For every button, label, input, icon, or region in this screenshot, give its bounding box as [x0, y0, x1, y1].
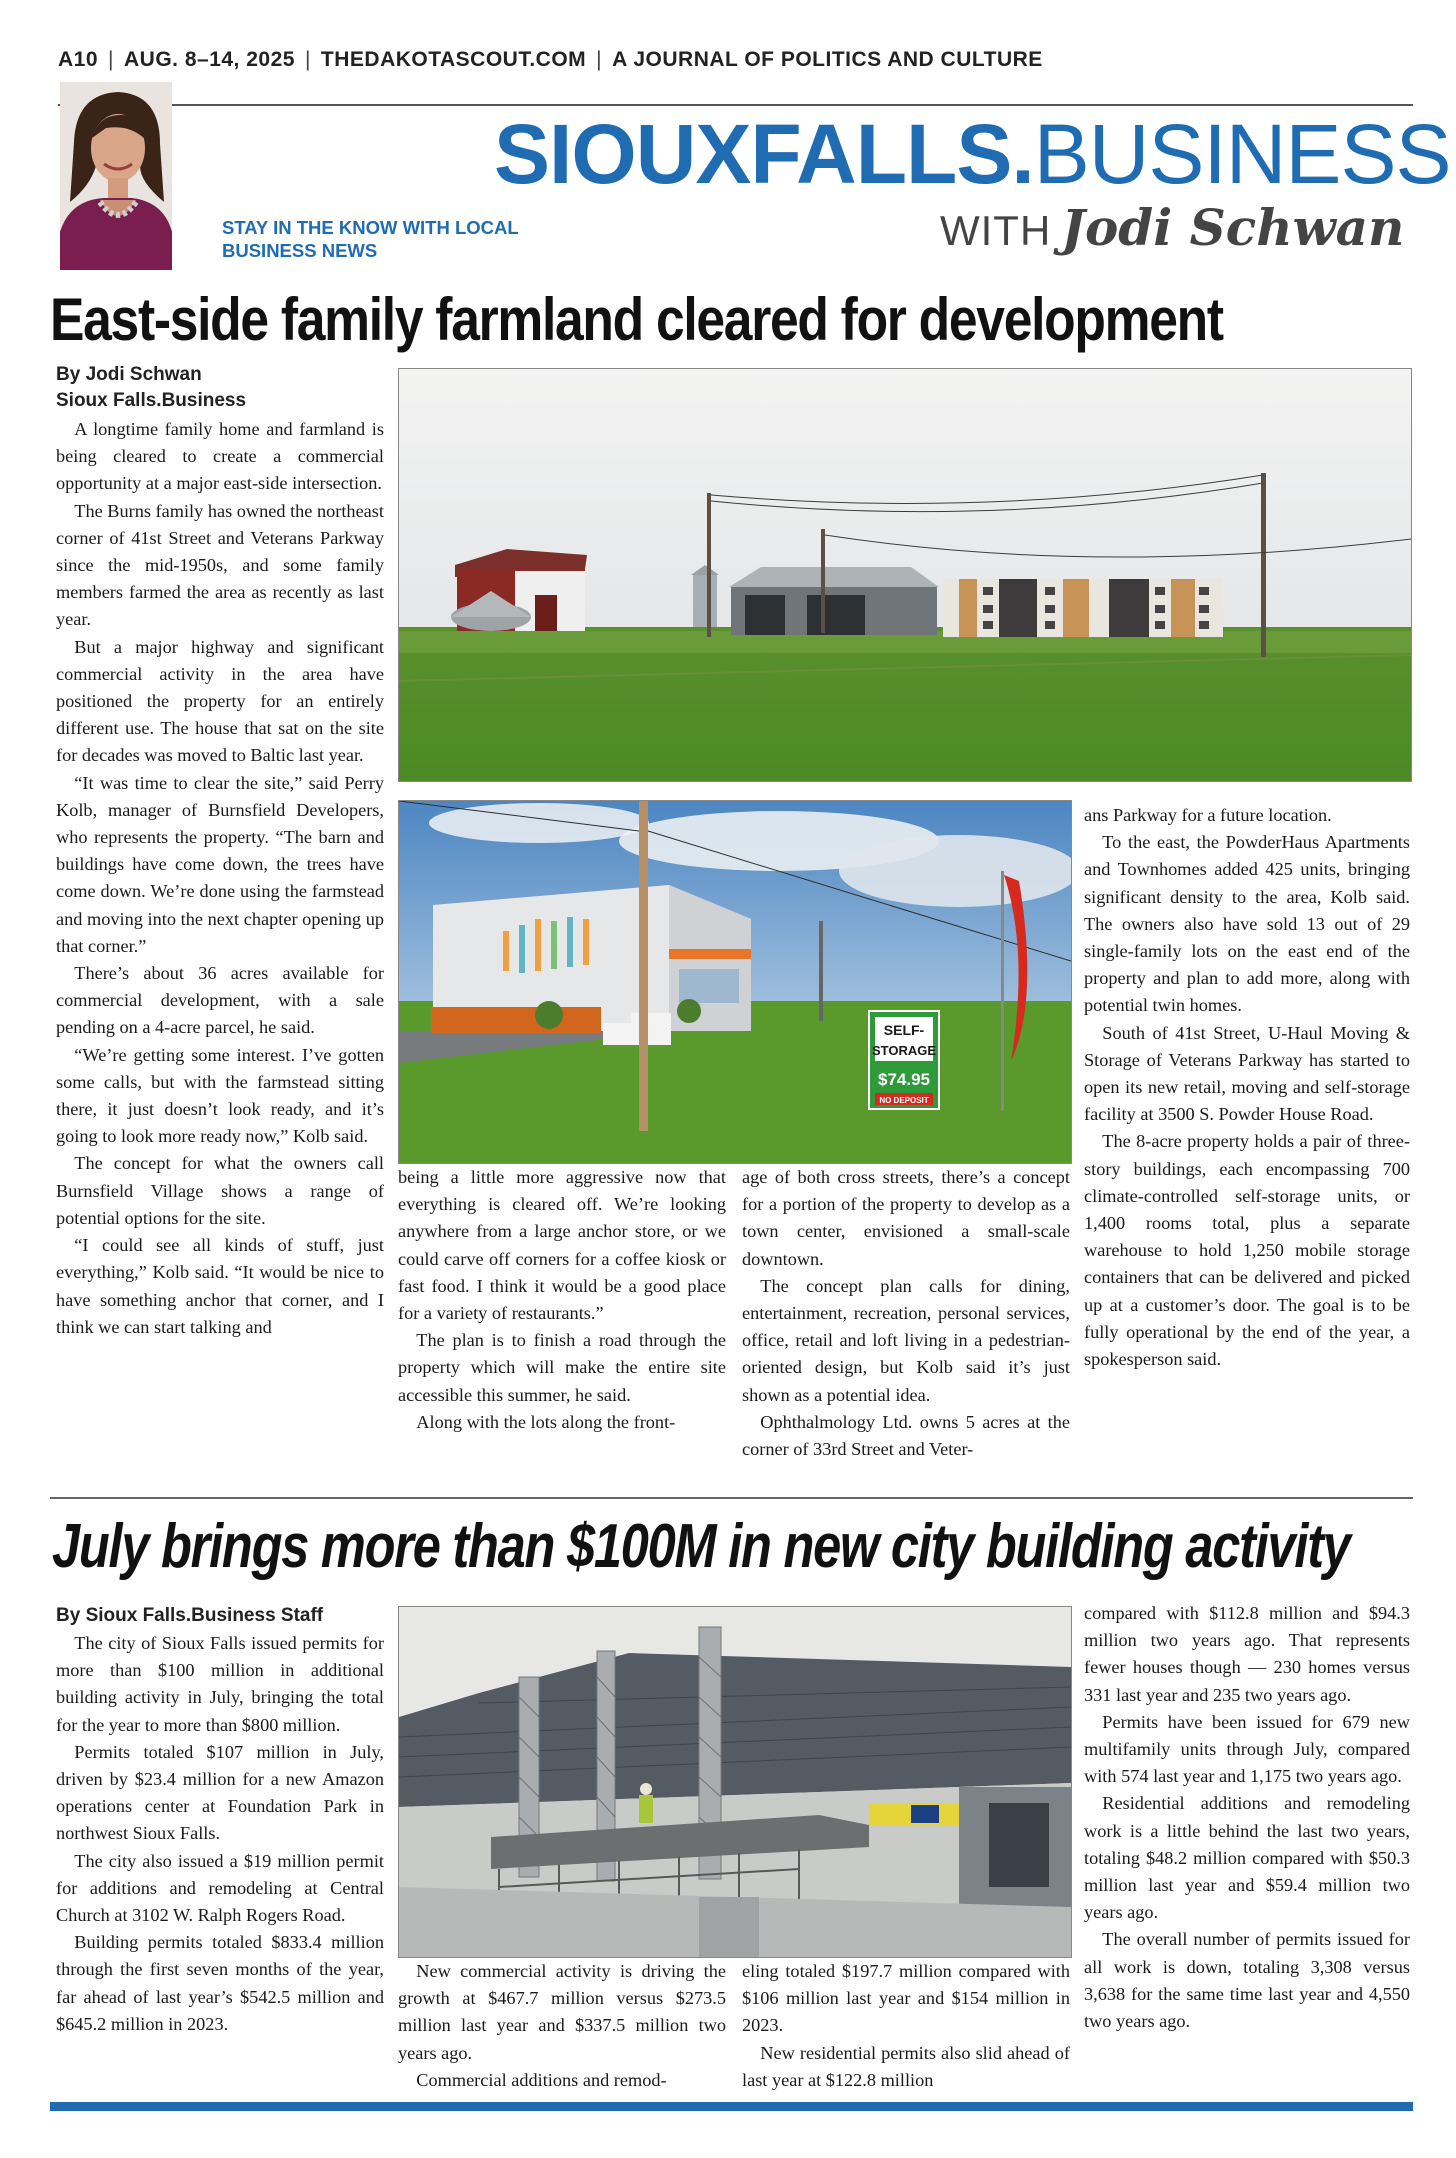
paragraph: Commercial additions and remod- [416, 2069, 667, 2090]
paragraph: But a major highway and significant commercial activity in the area have positioned the property for an entirely different use. The house that sat on the site for decades was moved to Baltic last year. [56, 636, 384, 766]
paragraph: Permits have been issued for 679 new multifamily units through July, compared with 574 last year and 1,175 two years ago. [1084, 1711, 1410, 1787]
paragraph: The 8-acre property holds a pair of three-story buildings, each encompassing 700 climate-controlled self-storage units, or 1,400 rooms total, plus a separate warehouse to hold 1,250 mobile storage containers that can be delivered and picked up at a customer’s door. The goal is to be fully operational by the end of the year, a spokesperson said. [1084, 1131, 1410, 1370]
site-link[interactable]: THEDAKOTASCOUT.COM [320, 48, 587, 71]
article2-column-1 [56, 1630, 384, 2038]
paragraph: The overall number of permits issued for all work is down, totaling 3,308 versus 3,638 for the same time last year and 4,550 two years ago. [1084, 1929, 1410, 2032]
header-rule [58, 104, 1413, 106]
sign-line2: STORAGE [871, 1043, 937, 1058]
paragraph: The city of Sioux Falls issued permits for more than $100 million in additional building activity in July, bringing the total for the year to more than $800 million. [56, 1633, 384, 1735]
paragraph: Building permits totaled $833.4 million through the first seven months of the year, far ahead of last year’s $542.5 million and $645.2 million in 2023. [56, 1932, 384, 2034]
self-storage-photo [398, 800, 1072, 1164]
article2-byline: By Sioux Falls.Business Staff [56, 1605, 324, 1626]
paragraph: Permits totaled $107 million in July, driven by $23.4 million for a new Amazon operations center at Foundation Park in northwest Sioux Falls. [56, 1741, 384, 1844]
article2-headline[interactable]: July brings more than $100M in new city building activity [52, 1512, 1350, 1581]
farmstead-photo [398, 368, 1412, 782]
paragraph: compared with $112.8 million and $94.3 million two years ago. That represents fewer houses though — 230 homes versus 331 last year and 235 two years ago. [1084, 1603, 1410, 1705]
paragraph: “It was time to clear the site,” said Perry Kolb, manager of Burnsfield Developers, who represents the property. “The barn and buildings have come down, the trees have come down. We’re done using the farmstead and moving into the next chapter opening up that corner.” [56, 772, 384, 956]
sign-note: NO DEPOSIT [879, 1096, 929, 1105]
paragraph: being a little more aggressive now that everything is cleared off. We’re looking anywhere from a large anchor store, or we could carve off corners for a coffee kiosk or fast food. I think it would be a good place for a variety of restaurants.” [398, 1167, 726, 1324]
paragraph: eling totaled $197.7 million compared with $106 million last year and $154 million in 2023. [742, 1961, 1070, 2036]
brand-light: BUSINESS [1033, 107, 1451, 201]
article1-column-1 [56, 416, 384, 1341]
article2-column-4 [1084, 1600, 1410, 2035]
sign-line1: SELF- [883, 1022, 925, 1038]
article1-column-3 [742, 1164, 1070, 1463]
paragraph: There’s about 36 acres available for commercial development, with a sale pending on a 4-acre parcel, he said. [56, 963, 384, 1038]
paragraph: New residential permits also slid ahead of last year at $122.8 million [742, 2042, 1070, 2090]
paragraph: To the east, the PowderHaus Apartments and Townhomes added 425 units, bringing significant density to the area, Kolb said. The owners also have sold 13 out of 29 single-family lots on the east end of the property and plan to add more, along with potential twin homes. [1084, 832, 1410, 1016]
sign-price: $74.95 [878, 1070, 930, 1089]
paragraph: Ophthalmology Ltd. owns 5 acres at the corner of 33rd Street and Veter- [742, 1411, 1070, 1460]
article1-column-4 [1084, 802, 1410, 1373]
paragraph: age of both cross streets, there’s a concept for a portion of the property to develop as a town center, envisioned a small-scale downtown. [742, 1167, 1070, 1269]
page-number: A10 [58, 48, 99, 71]
paragraph: The concept for what the owners call Burnsfield Village shows a range of potential options for the site. [56, 1153, 384, 1228]
paragraph: “I could see all kinds of stuff, just everything,” Kolb said. “It would be nice to have something anchor that corner, and I think we can start talking and [56, 1235, 384, 1337]
columnist-signature: Jodi Schwan [1061, 198, 1405, 257]
article1-headline[interactable]: East-side family farmland cleared for development [50, 286, 1223, 353]
paragraph: New commercial activity is driving the growth at $467.7 million versus $273.5 million last year and $337.5 million two years ago. [398, 1961, 726, 2063]
construction-photo [398, 1606, 1072, 1958]
columnist-headshot [60, 82, 172, 270]
paragraph: The city also issued a $19 million permit for additions and remodeling at Central Church at 3102 W. Ralph Rogers Road. [56, 1850, 384, 1926]
paragraph: The Burns family has owned the northeast corner of 41st Street and Veterans Parkway since the mid-1950s, and some family members farmed the area as recently as last year. [56, 500, 384, 630]
journal-tagline: A JOURNAL OF POLITICS AND CULTURE [612, 48, 1043, 71]
article1-byline [56, 362, 396, 414]
byline-org: Sioux Falls.Business [56, 390, 247, 411]
masthead-logo[interactable] [494, 107, 1451, 201]
paragraph: “We’re getting some interest. I’ve gotten some calls, but with the farmstead sitting there, it just doesn’t look ready, and it’s going to look more ready now,” Kolb said. [56, 1044, 384, 1147]
article2-column-3 [742, 1958, 1070, 2094]
columnist-line [940, 198, 1404, 257]
brand-bold: SIOUXFALLS. [494, 107, 1034, 201]
paragraph: Residential additions and remodeling work is a little behind the last two years, totaling $48.2 million compared with $50.3 million last year and $59.4 million two years ago. [1084, 1793, 1410, 1923]
article-divider [50, 1497, 1413, 1499]
issue-date: AUG. 8–14, 2025 [124, 48, 295, 71]
paragraph: South of 41st Street, U-Haul Moving & Storage of Veterans Parkway has started to open its new retail, moving and self-storage facility at 3500 S. Powder House Road. [1084, 1022, 1410, 1125]
article1-column-2 [398, 1164, 726, 1436]
with-label: WITH [940, 207, 1052, 254]
paragraph: The plan is to finish a road through the property which will make the entire site accessible this summer, he said. [398, 1330, 726, 1405]
paragraph: A longtime family home and farmland is being cleared to create a commercial opportunity at a major east-side intersection. [56, 419, 384, 494]
promo-tagline: STAY IN THE KNOW WITH LOCAL BUSINESS NEWS [222, 217, 519, 261]
byline-name: By Jodi Schwan [56, 364, 202, 385]
article2-column-2 [398, 1958, 726, 2094]
footer-bar [50, 2102, 1413, 2111]
paragraph: Along with the lots along the front- [416, 1411, 676, 1432]
paragraph: The concept plan calls for dining, entertainment, recreation, personal services, office, retail and loft living in a pedestrian-oriented design, but Kolb said it’s just shown as a potential idea. [742, 1275, 1070, 1405]
paragraph: ans Parkway for a future location. [1084, 805, 1332, 825]
page-folio: A10 | AUG. 8–14, 2025 | THEDAKOTASCOUT.COM | A JOURNAL OF POLITICS AND CULTURE [58, 48, 1043, 71]
